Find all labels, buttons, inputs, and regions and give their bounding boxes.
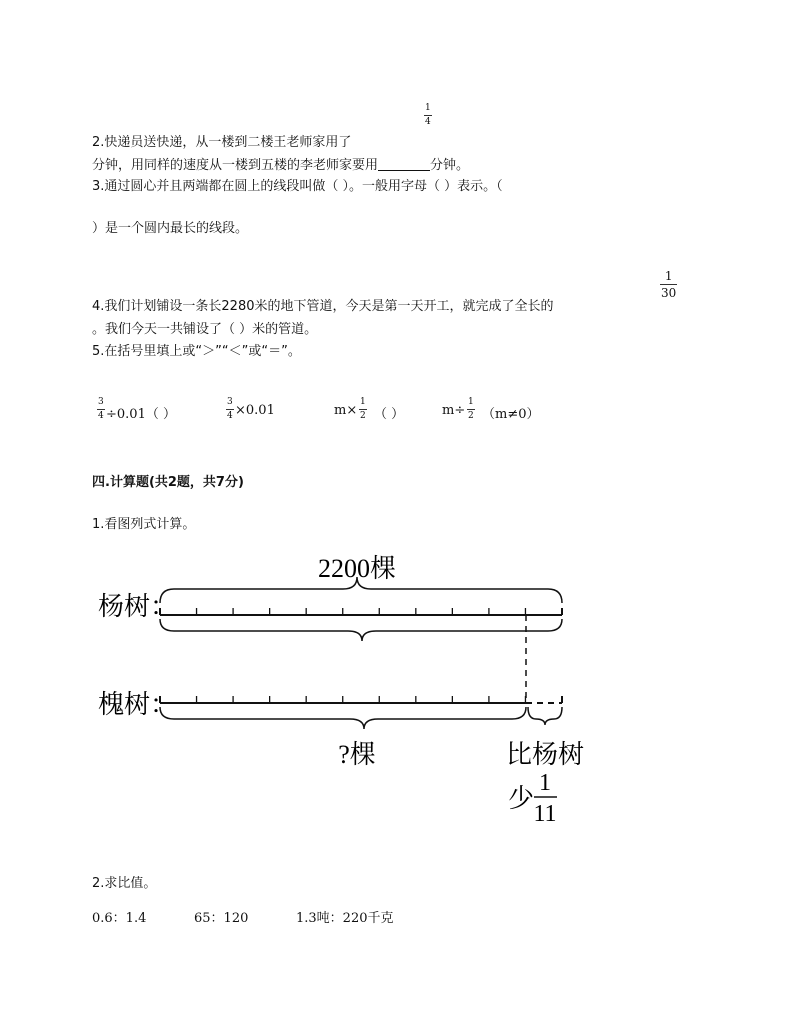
q5-expr-c-numerator: 1 xyxy=(360,397,366,407)
diagram-difference-brace xyxy=(528,707,562,725)
q5-expr-c-text: （ ） xyxy=(374,407,405,422)
q5-expr-d-prefix: m÷ xyxy=(442,403,466,418)
section4-q1: 1.看图列式计算。 xyxy=(92,517,196,532)
q2-fraction-numerator: 1 xyxy=(425,103,431,113)
q5-expr-d-bar xyxy=(467,409,475,410)
q5-expr-a-bar xyxy=(97,409,105,410)
ratio-3: 1.3吨：220千克 xyxy=(296,911,394,926)
q4-fraction-numerator: 1 xyxy=(664,269,673,283)
q2-fraction-denominator: 4 xyxy=(425,117,431,127)
diagram-compare-line2: 少 xyxy=(508,784,535,813)
q2-line2-text-b: 分钟。 xyxy=(430,158,470,173)
q2-line2 xyxy=(92,154,469,173)
q3-line1: 3.通过圆心并且两端都在圆上的线段叫做（ ）。一般用字母（ ）表示。（ xyxy=(92,179,503,194)
diagram-row1-under-brace xyxy=(160,619,562,641)
diagram-compare-frac-den: 11 xyxy=(533,801,557,827)
q4-fraction xyxy=(660,270,677,299)
q5-expr-c-fraction xyxy=(359,398,367,421)
ratio-2: 65：120 xyxy=(194,911,249,926)
q5-expr-d-text: （m≠0） xyxy=(482,407,540,422)
q2-fraction xyxy=(424,104,432,127)
q5-expr-a-denominator: 4 xyxy=(98,411,104,421)
q4-fraction-bar xyxy=(660,284,677,285)
q2-line2-text-a: 分钟，用同样的速度从一楼到五楼的李老师家要用 xyxy=(92,158,379,173)
q4-fraction-denominator: 30 xyxy=(661,286,677,300)
q2-fraction-bar xyxy=(424,115,432,116)
diagram-compare-frac-num: 1 xyxy=(539,770,551,796)
q5-line1: 5.在括号里填上或“＞”“＜”或“＝”。 xyxy=(92,344,301,359)
diagram-row1-ticks xyxy=(160,608,562,615)
q5-expr-d-denominator: 2 xyxy=(468,411,474,421)
section4-q2: 2.求比值。 xyxy=(92,876,157,891)
q5-expr-a-numerator: 3 xyxy=(98,397,104,407)
q5-expr-c-bar xyxy=(359,409,367,410)
q5-expr-b-denominator: 4 xyxy=(227,411,233,421)
diagram-row2-label: 槐树： xyxy=(98,690,177,719)
q5-expr-b-bar xyxy=(226,409,234,410)
q5-expr-b-text: ×0.01 xyxy=(235,403,275,418)
diagram-top-total: 2200棵 xyxy=(317,554,397,583)
q4-line1: 4.我们计划铺设一条长2280米的地下管道，今天是第一天开工，就完成了全长的 xyxy=(92,299,554,314)
diagram-bottom-unknown: ?棵 xyxy=(338,740,376,769)
q4-line2: 。我们今天一共铺设了（ ）米的管道。 xyxy=(92,322,318,337)
q5-expr-a-fraction xyxy=(97,398,105,421)
q5-expr-a-text: ÷0.01（ ） xyxy=(106,407,176,422)
q5-expr-d-numerator: 1 xyxy=(468,397,474,407)
q3-line2: ）是一个圆内最长的线段。 xyxy=(92,221,249,236)
q5-expr-c-prefix: m× xyxy=(334,403,358,418)
diagram-row1-label: 杨树： xyxy=(98,592,177,621)
tree-comparison-diagram xyxy=(0,545,794,845)
diagram-row2-under-brace xyxy=(160,707,526,729)
q2-answer-blank[interactable] xyxy=(378,158,430,171)
diagram-row2-ticks xyxy=(160,696,562,703)
ratio-1: 0.6：1.4 xyxy=(92,911,147,926)
q2-line1: 2.快递员送快递，从一楼到二楼王老师家用了 xyxy=(92,135,352,150)
diagram-compare-line1: 比杨树 xyxy=(505,740,585,769)
q5-expr-b-fraction xyxy=(226,398,234,421)
q5-expr-c-denominator: 2 xyxy=(360,411,366,421)
section4-heading: 四.计算题(共2题，共7分) xyxy=(92,475,244,490)
q5-expr-b-numerator: 3 xyxy=(227,397,233,407)
q5-expr-d-fraction xyxy=(467,398,475,421)
